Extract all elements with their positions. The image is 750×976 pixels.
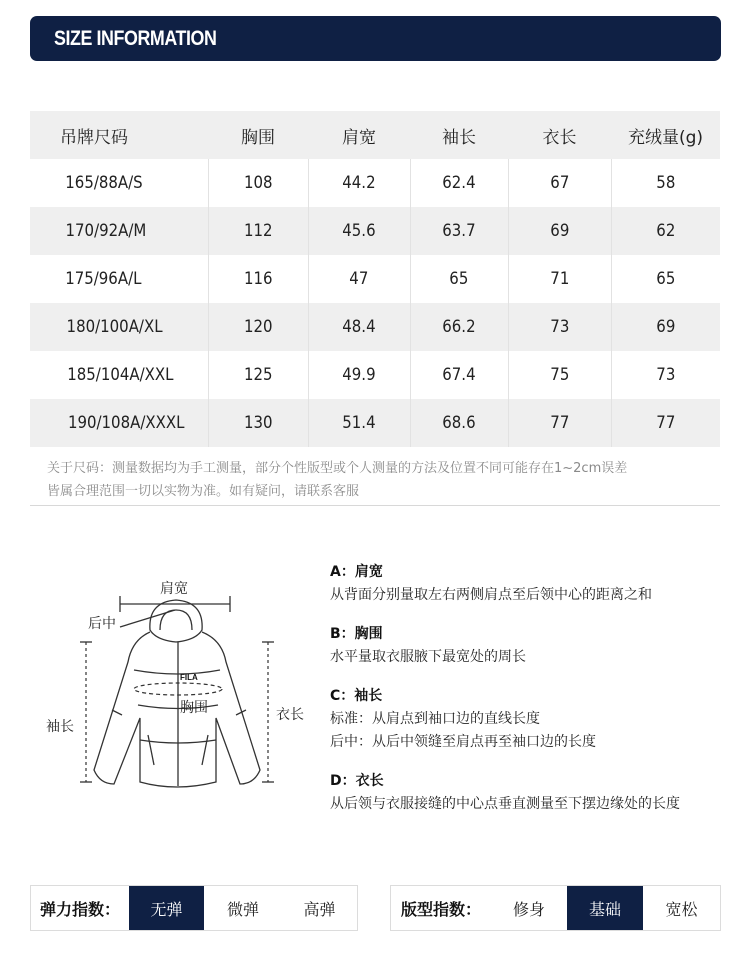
table-row	[30, 399, 720, 447]
jacket-illustration	[40, 570, 320, 800]
elasticity-option-high[interactable]: 高弹	[303, 899, 336, 919]
cell-size: 180/100A/XL	[66, 317, 163, 337]
definition-length	[330, 769, 730, 816]
note-line-2: 皆属合理范围一切以实物为准。如有疑问，请联系客服	[47, 484, 360, 499]
col-header-shoulder: 肩宽	[342, 127, 376, 148]
definition-text: 从后领与衣服接缝的中心点垂直测量至下摆边缘处的长度	[330, 796, 680, 812]
shoulder-label: 肩宽	[160, 581, 188, 597]
cell-chest: 112	[243, 221, 273, 241]
definition-title: B：胸围	[330, 626, 383, 642]
cell-size: 190/108A/XXXL	[67, 413, 185, 433]
definition-chest	[330, 622, 730, 669]
cell-size: 175/96A/L	[65, 269, 142, 289]
header-bar	[30, 16, 721, 61]
cell-sleeve: 62.4	[442, 173, 476, 193]
elasticity-option-none[interactable]: 无弹	[129, 886, 204, 930]
cell-chest: 125	[243, 365, 273, 385]
cell-size: 165/88A/S	[65, 173, 143, 193]
cell-sleeve: 63.7	[442, 221, 476, 241]
cell-fill: 65	[656, 269, 676, 289]
cell-fill: 58	[656, 173, 676, 193]
note-line-1: 关于尺码：测量数据均为手工测量，部分个性版型或个人测量的方法及位置不同可能存在1~2cm误差	[47, 461, 628, 476]
definition-text: 标准：从肩点到袖口边的直线长度	[330, 711, 540, 727]
fit-label: 版型指数：	[400, 899, 481, 919]
elasticity-index	[30, 885, 358, 931]
cell-length: 71	[549, 269, 570, 289]
cell-length: 73	[549, 317, 570, 337]
cell-sleeve: 68.6	[442, 413, 476, 433]
table-row	[30, 351, 720, 399]
cell-fill: 73	[656, 365, 676, 385]
fit-index	[390, 885, 721, 931]
cell-sleeve: 66.2	[442, 317, 476, 337]
cell-size: 170/92A/M	[65, 221, 147, 241]
definition-text: 后中：从后中领缝至肩点再至袖口边的长度	[330, 734, 596, 750]
cell-chest: 108	[243, 173, 273, 193]
cell-fill: 62	[656, 221, 676, 241]
definition-shoulder	[330, 560, 730, 607]
cell-shoulder: 44.2	[342, 173, 376, 193]
cell-fill: 69	[656, 317, 676, 337]
table-row	[30, 207, 720, 255]
table-row	[30, 255, 720, 303]
fit-option-regular[interactable]: 基础	[567, 886, 643, 930]
cell-fill: 77	[656, 413, 676, 433]
cell-chest: 116	[243, 269, 273, 289]
cell-length: 77	[549, 413, 570, 433]
header-title: SIZE INFORMATION	[54, 26, 217, 50]
back-center-label: 后中	[88, 616, 116, 632]
definition-title: A：肩宽	[330, 564, 383, 580]
brand-logo: FILA	[180, 673, 198, 682]
cell-length: 69	[549, 221, 570, 241]
elasticity-label: 弹力指数：	[39, 899, 120, 919]
col-header-tag-size: 吊牌尺码	[60, 127, 128, 148]
cell-length: 75	[549, 365, 570, 385]
length-label: 衣长	[276, 707, 304, 723]
col-header-chest: 胸围	[241, 127, 275, 148]
cell-shoulder: 45.6	[342, 221, 376, 241]
measurement-definitions	[330, 560, 730, 831]
cell-size: 185/104A/XXL	[67, 365, 174, 385]
fit-option-loose[interactable]: 宽松	[665, 899, 698, 919]
jacket-diagram	[40, 570, 320, 800]
table-header-row	[30, 111, 720, 159]
divider	[30, 505, 720, 506]
measurement-note	[47, 457, 727, 503]
col-header-fill: 充绒量(g)	[627, 127, 704, 148]
cell-sleeve: 67.4	[442, 365, 476, 385]
chest-label: 胸围	[180, 700, 208, 716]
table-row	[30, 159, 720, 207]
definition-text: 水平量取衣服腋下最宽处的周长	[330, 649, 526, 665]
cell-sleeve: 65	[449, 269, 469, 289]
cell-length: 67	[549, 173, 570, 193]
definition-sleeve	[330, 684, 730, 754]
fit-option-slim[interactable]: 修身	[512, 899, 545, 919]
elasticity-option-slight[interactable]: 微弹	[226, 899, 259, 919]
definition-text: 从背面分别量取左右两侧肩点至后领中心的距离之和	[330, 587, 652, 603]
cell-shoulder: 51.4	[342, 413, 376, 433]
col-header-length: 衣长	[542, 127, 577, 148]
sleeve-label: 袖长	[46, 719, 74, 735]
cell-shoulder: 48.4	[342, 317, 376, 337]
cell-shoulder: 49.9	[342, 365, 376, 385]
cell-shoulder: 47	[349, 269, 369, 289]
col-header-sleeve: 袖长	[442, 127, 476, 148]
size-table	[30, 111, 720, 447]
table-row	[30, 303, 720, 351]
definition-title: D：衣长	[330, 773, 384, 789]
cell-chest: 130	[243, 413, 273, 433]
definition-title: C：袖长	[330, 688, 383, 704]
cell-chest: 120	[243, 317, 273, 337]
